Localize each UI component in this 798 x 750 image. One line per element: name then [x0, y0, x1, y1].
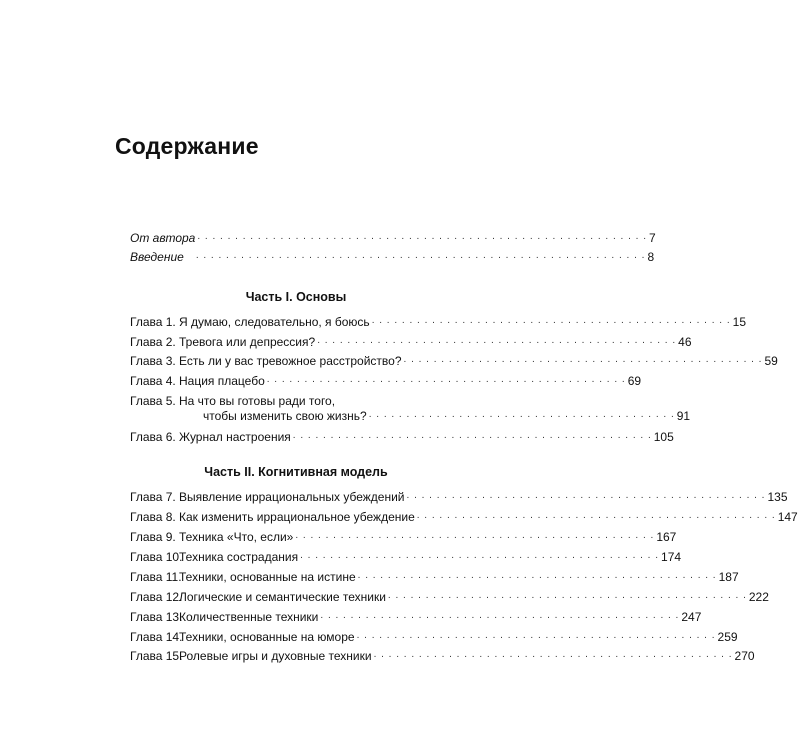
- chapter-title-line2: чтобы изменить свою жизнь?: [203, 409, 367, 423]
- toc-entry-title: От автора: [130, 231, 196, 245]
- toc-entry-chapter-6[interactable]: [130, 426, 674, 444]
- dot-leader: . . . . . . . . . . . . . . . . . . . . . . . . . . . . . . . . . . . . . . . . . . . . . . . .: [406, 490, 766, 501]
- toc-entry-chapter-12[interactable]: [130, 586, 769, 604]
- chapter-label: Глава 1.: [130, 315, 176, 329]
- chapter-page: 270: [734, 649, 755, 663]
- dot-leader: . . . . . . . . . . . . . . . . . . . . . . . . . . . . . . . . . . . . . . . . . . . . . . . .: [387, 590, 747, 601]
- chapter-title: На что вы готовы ради того,: [179, 394, 336, 408]
- chapter-label: Глава 7.: [130, 490, 176, 504]
- chapter-label: Глава 12.: [130, 590, 183, 604]
- toc-entry-chapter-13[interactable]: [130, 606, 702, 624]
- chapter-page: 247: [681, 610, 702, 624]
- chapter-page: 187: [718, 570, 739, 584]
- chapter-title: Нация плацебо: [179, 374, 265, 388]
- chapter-title: Тревога или депрессия?: [179, 335, 316, 349]
- chapter-title: Техники, основанные на истине: [179, 570, 356, 584]
- chapter-page: 167: [656, 530, 677, 544]
- dot-leader: . . . . . . . . . . . . . . . . . . . . . . . . . . . . . . . . . . . . . . . . . . . . . . . .: [320, 610, 680, 621]
- dot-leader: . . . . . . . . . . . . . . . . . . . . . . . . . . . . . . . . . . . . . . . . .: [368, 409, 675, 420]
- chapter-title: Как изменить иррациональное убеждение: [179, 510, 415, 524]
- chapter-title: Есть ли у вас тревожное расстройство?: [179, 354, 402, 368]
- chapter-label: Глава 13.: [130, 610, 183, 624]
- toc-entry-chapter-10[interactable]: [130, 546, 682, 564]
- part-heading: Часть I. Основы: [245, 290, 347, 304]
- chapter-page: 147: [777, 510, 798, 524]
- chapter-page: 46: [678, 335, 692, 349]
- chapter-title: Техника сострадания: [179, 550, 299, 564]
- chapter-label: Глава 8.: [130, 510, 176, 524]
- toc-entry-chapter-9[interactable]: [130, 526, 677, 544]
- dot-leader: . . . . . . . . . . . . . . . . . . . . . . . . . . . . . . . . . . . . . . . . . . . . . . . . . . . . . . . . . . . .: [195, 250, 646, 261]
- chapter-title-block: [179, 390, 691, 423]
- chapter-title: Ролевые игры и духовные техники: [179, 649, 372, 663]
- dot-leader: . . . . . . . . . . . . . . . . . . . . . . . . . . . . . . . . . . . . . . . . . . . . . . . .: [295, 530, 655, 541]
- chapter-label: Глава 14.: [130, 630, 183, 644]
- chapter-label: Глава 11.: [130, 570, 182, 584]
- toc-entry-page: 8: [647, 250, 655, 264]
- chapter-page: 15: [732, 315, 746, 329]
- page-title: Содержание: [115, 133, 259, 159]
- chapter-title-line2-row: [179, 409, 691, 423]
- toc-entry-chapter-1[interactable]: [130, 311, 746, 329]
- chapter-page: 259: [717, 630, 738, 644]
- toc-entry-page: 7: [648, 231, 656, 245]
- chapter-page: 135: [767, 490, 788, 504]
- chapter-label: Глава 10.: [130, 550, 183, 564]
- chapter-page: 105: [653, 430, 674, 444]
- toc-entry-chapter-11[interactable]: [130, 566, 739, 584]
- chapter-title: Я думаю, следовательно, я боюсь: [179, 315, 370, 329]
- chapter-title: Выявление иррациональных убеждений: [179, 490, 405, 504]
- dot-leader: . . . . . . . . . . . . . . . . . . . . . . . . . . . . . . . . . . . . . . . . . . . . . . . .: [266, 374, 626, 385]
- dot-leader: . . . . . . . . . . . . . . . . . . . . . . . . . . . . . . . . . . . . . . . . . . . . . . . .: [371, 315, 731, 326]
- chapter-page: 59: [764, 354, 778, 368]
- chapter-title: Журнал настроения: [179, 430, 291, 444]
- toc-entry-introduction[interactable]: [130, 246, 655, 264]
- toc-entry-chapter-2[interactable]: [130, 331, 692, 349]
- chapter-title: Техники, основанные на юморе: [179, 630, 355, 644]
- toc-entry-chapter-7[interactable]: [130, 486, 788, 504]
- chapter-label: Глава 5.: [130, 394, 176, 408]
- toc-entry-chapter-14[interactable]: [130, 626, 738, 644]
- chapter-page: 222: [748, 590, 769, 604]
- chapter-label: Глава 4.: [130, 374, 176, 388]
- dot-leader: . . . . . . . . . . . . . . . . . . . . . . . . . . . . . . . . . . . . . . . . . . . . . . . .: [292, 430, 652, 441]
- dot-leader: . . . . . . . . . . . . . . . . . . . . . . . . . . . . . . . . . . . . . . . . . . . . . . . .: [357, 570, 717, 581]
- toc-entry-chapter-3[interactable]: [130, 350, 778, 368]
- dot-leader: . . . . . . . . . . . . . . . . . . . . . . . . . . . . . . . . . . . . . . . . . . . . . . . .: [403, 354, 763, 365]
- chapter-title: Логические и семантические техники: [179, 590, 386, 604]
- toc-entry-chapter-8[interactable]: [130, 506, 798, 524]
- dot-leader: . . . . . . . . . . . . . . . . . . . . . . . . . . . . . . . . . . . . . . . . . . . . . . . .: [356, 630, 716, 641]
- chapter-title: Техника «Что, если»: [179, 530, 294, 544]
- chapter-title: Количественные техники: [179, 610, 319, 624]
- chapter-label: Глава 6.: [130, 430, 176, 444]
- dot-leader: . . . . . . . . . . . . . . . . . . . . . . . . . . . . . . . . . . . . . . . . . . . . . . . .: [317, 335, 677, 346]
- toc-entry-from-author[interactable]: [130, 227, 656, 245]
- dot-leader: . . . . . . . . . . . . . . . . . . . . . . . . . . . . . . . . . . . . . . . . . . . . . . . .: [416, 510, 776, 521]
- chapter-label: Глава 3.: [130, 354, 176, 368]
- table-of-contents: [130, 0, 798, 750]
- dot-leader: . . . . . . . . . . . . . . . . . . . . . . . . . . . . . . . . . . . . . . . . . . . . . . . . . . . . . . . . . . . .: [197, 231, 647, 242]
- chapter-label: Глава 9.: [130, 530, 176, 544]
- dot-leader: . . . . . . . . . . . . . . . . . . . . . . . . . . . . . . . . . . . . . . . . . . . . . . . .: [300, 550, 660, 561]
- chapter-label: Глава 15.: [130, 649, 183, 663]
- toc-entry-chapter-4[interactable]: [130, 370, 642, 388]
- toc-entry-chapter-5[interactable]: [130, 390, 691, 424]
- part-heading: Часть II. Когнитивная модель: [204, 465, 388, 479]
- chapter-label: Глава 2.: [130, 335, 176, 349]
- toc-entry-chapter-15[interactable]: [130, 645, 755, 663]
- chapter-page: 174: [661, 550, 682, 564]
- chapter-page: 91: [676, 409, 691, 423]
- toc-entry-title: Введение: [130, 250, 184, 264]
- dot-leader: . . . . . . . . . . . . . . . . . . . . . . . . . . . . . . . . . . . . . . . . . . . . . . . .: [373, 649, 733, 660]
- chapter-page: 69: [627, 374, 642, 388]
